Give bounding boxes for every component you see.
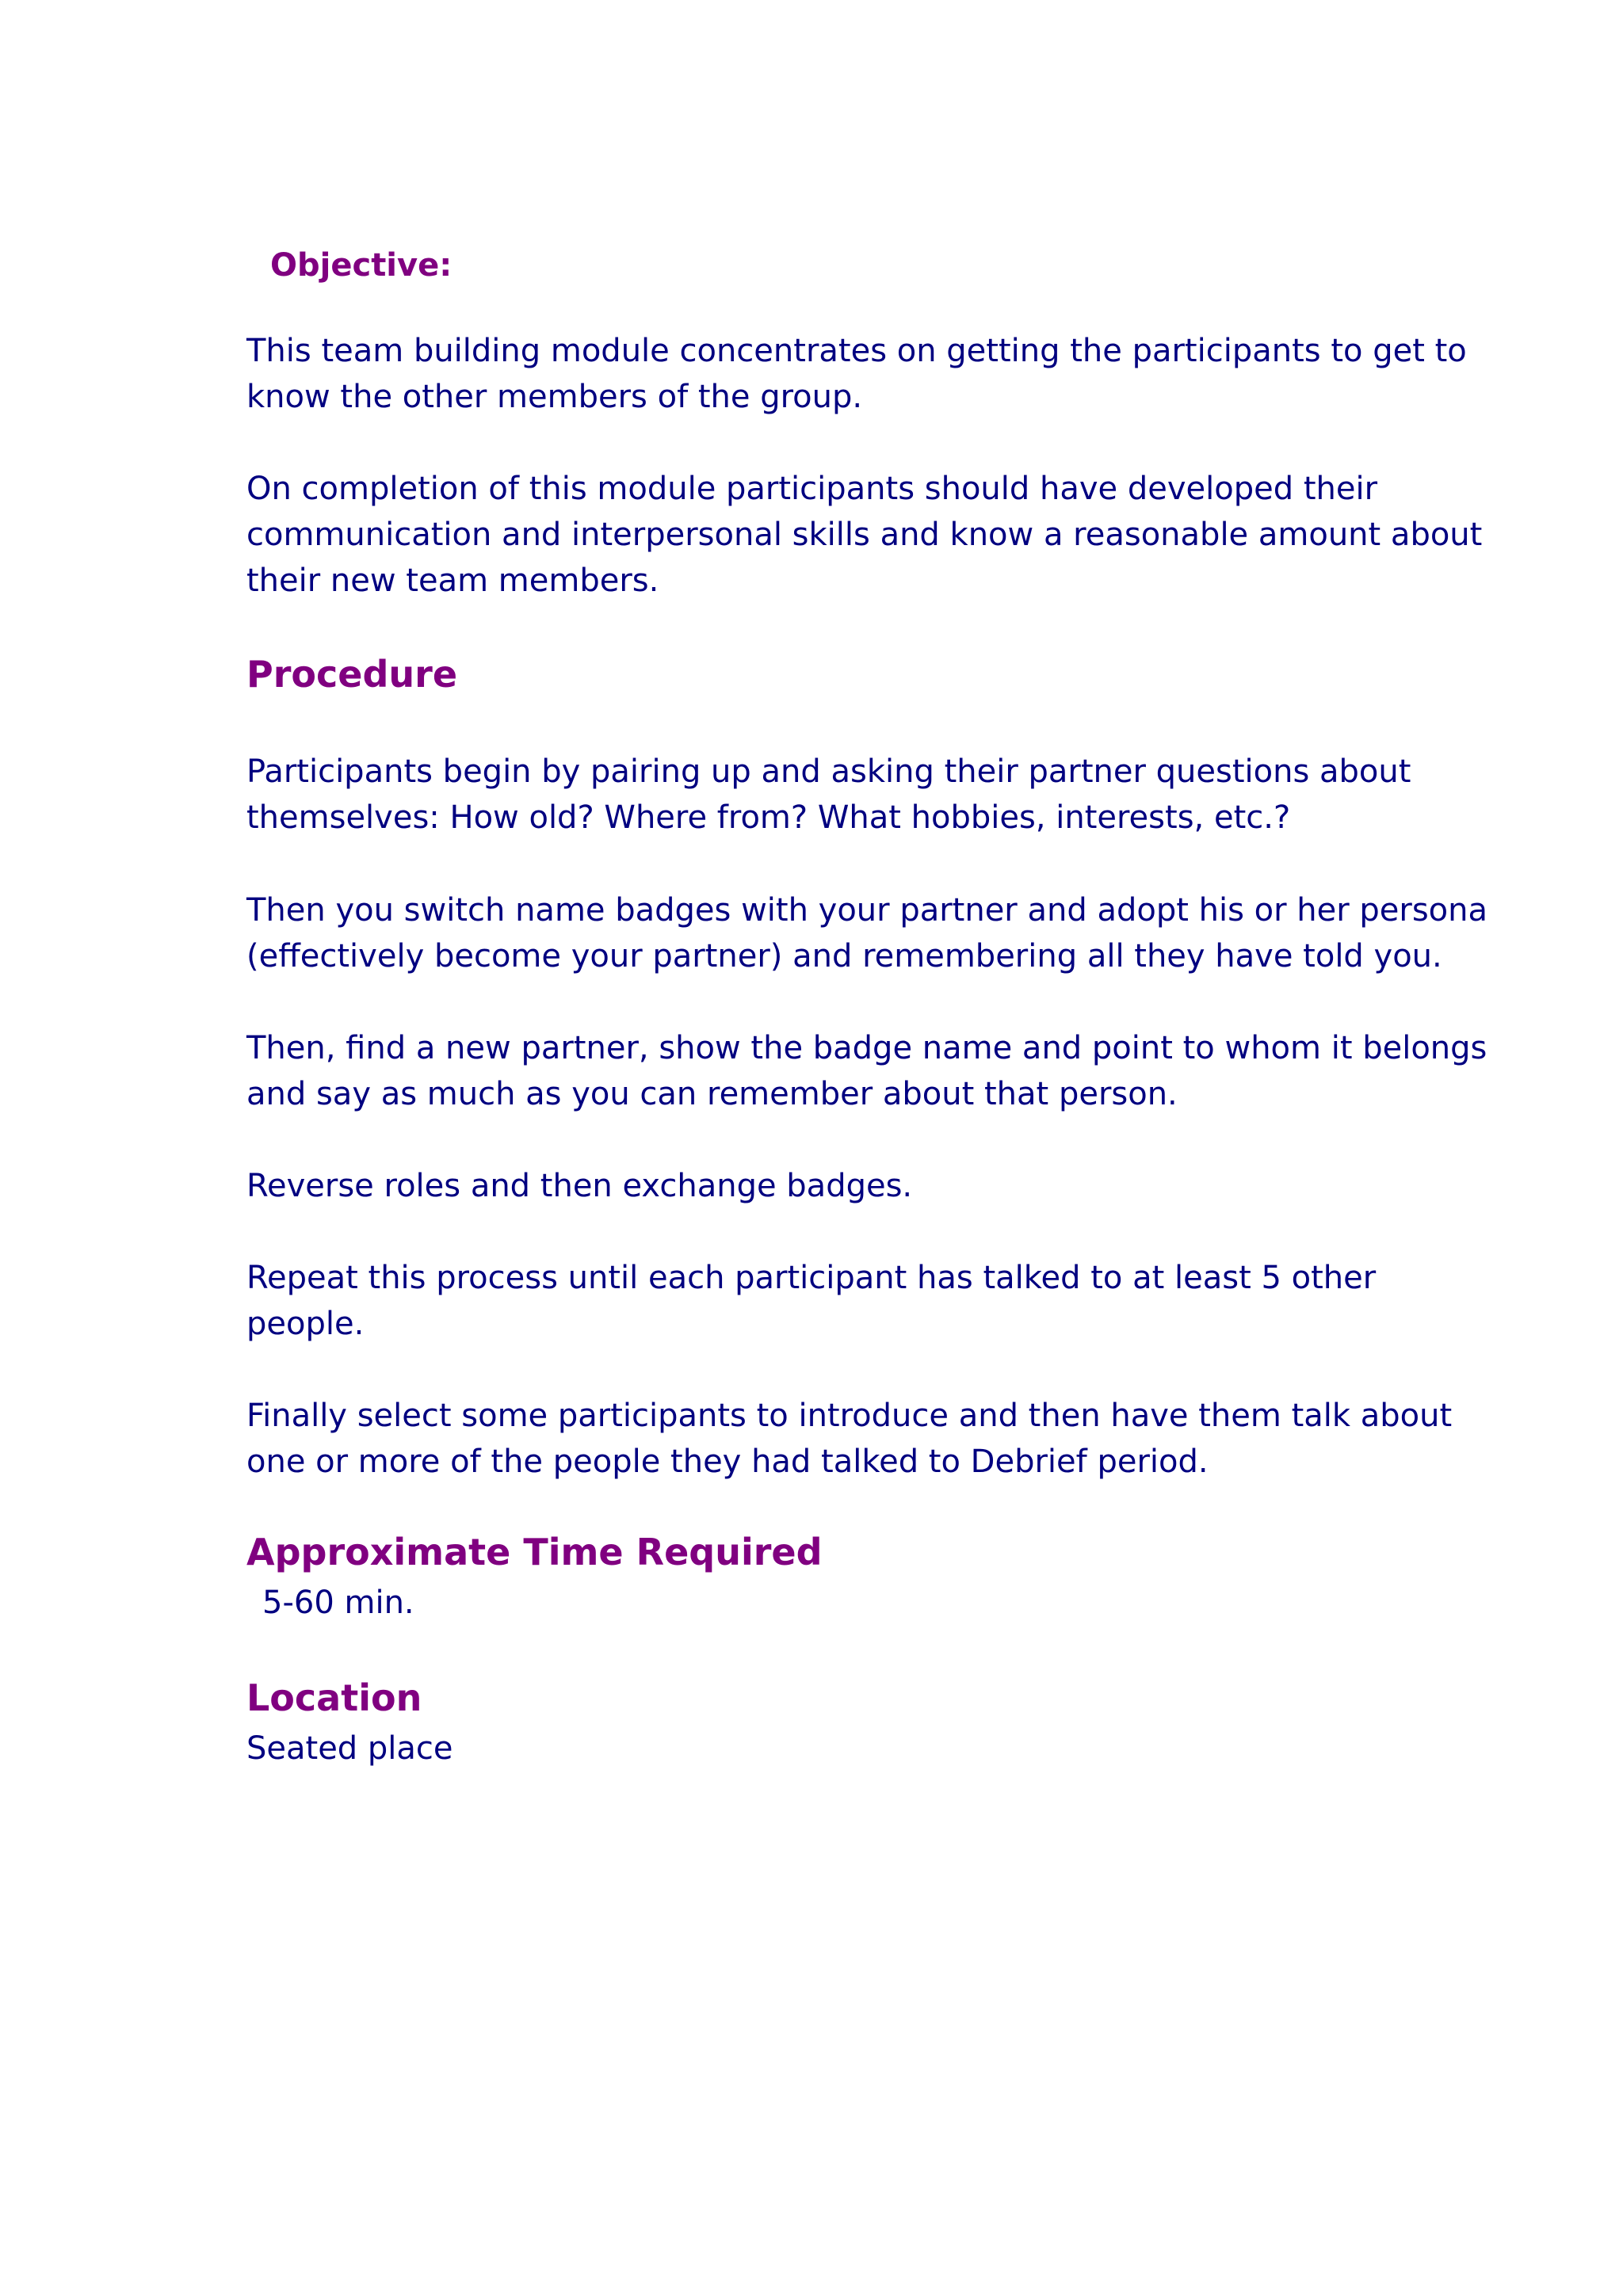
procedure-heading: Procedure — [246, 653, 458, 696]
text-line: Participants begin by pairing up and asking their partner questions about — [246, 753, 1411, 790]
time-value: 5-60 min. — [262, 1585, 414, 1621]
location-value: Seated place — [246, 1730, 453, 1767]
text-line: (effectively become your partner) and remembering all they have told you. — [246, 938, 1442, 974]
objective-paragraph-1 — [246, 328, 1467, 420]
objective-paragraph-2 — [246, 466, 1482, 604]
text-line: This team building module concentrates on getting the participants to get to — [246, 333, 1467, 369]
text-line: Then you switch name badges with your partner and adopt his or her persona — [246, 892, 1487, 929]
procedure-paragraph-3 — [246, 1025, 1487, 1117]
text-line: communication and interpersonal skills and know a reasonable amount about — [246, 517, 1483, 553]
objective-heading: Objective: — [270, 247, 453, 284]
location-heading: Location — [246, 1676, 422, 1719]
procedure-paragraph-4 — [246, 1163, 912, 1209]
text-line: people. — [246, 1306, 365, 1342]
text-line: know the other members of the group. — [246, 379, 863, 415]
procedure-paragraph-5 — [246, 1255, 1376, 1347]
text-line: Reverse roles and then exchange badges. — [246, 1168, 913, 1204]
procedure-paragraph-2 — [246, 887, 1487, 979]
text-line: Finally select some participants to introduce and then have them talk about — [246, 1398, 1453, 1434]
text-line: themselves: How old? Where from? What hobbies, interests, etc.? — [246, 799, 1291, 836]
text-line: Then, find a new partner, show the badge name and point to whom it belongs — [246, 1030, 1487, 1066]
text-line: On completion of this module participants should have developed their — [246, 471, 1378, 507]
procedure-paragraph-6 — [246, 1393, 1452, 1485]
text-line: their new team members. — [246, 563, 659, 599]
text-line: Repeat this process until each participant has talked to at least 5 other — [246, 1260, 1377, 1296]
text-line: and say as much as you can remember about that person. — [246, 1076, 1178, 1112]
time-heading: Approximate Time Required — [246, 1531, 823, 1573]
procedure-paragraph-1 — [246, 749, 1411, 841]
text-line: one or more of the people they had talked to Debrief period. — [246, 1444, 1209, 1480]
